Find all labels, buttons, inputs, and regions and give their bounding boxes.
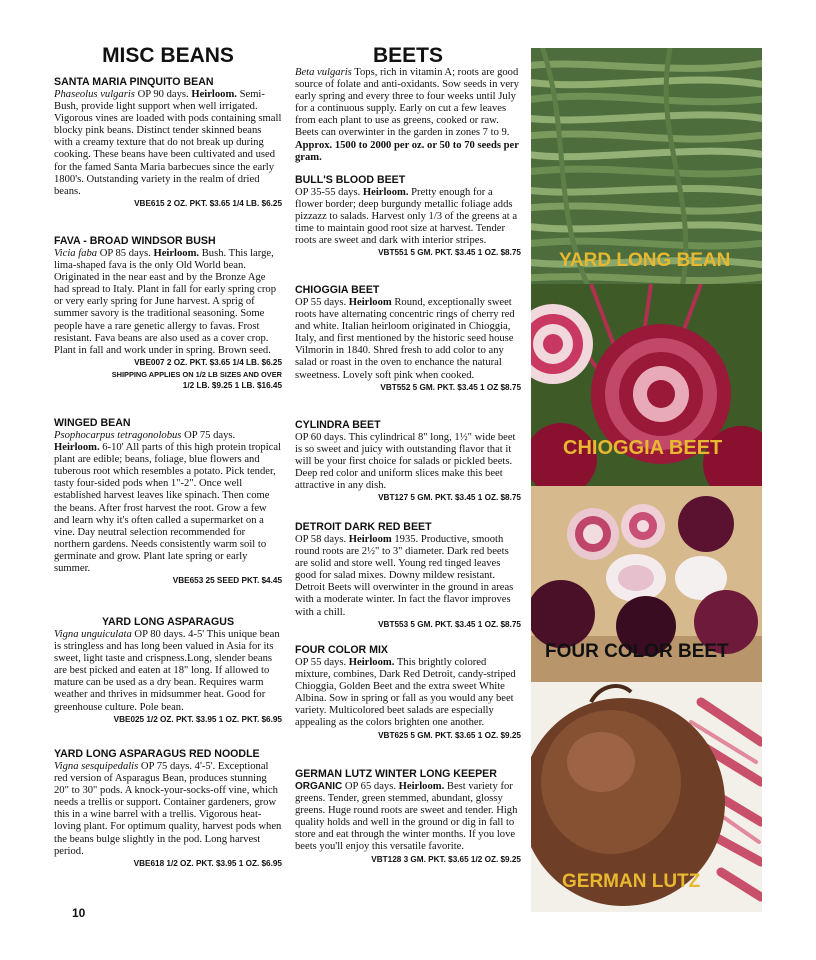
- product-name: YARD LONG ASPARAGUS: [101, 616, 235, 628]
- four-color-beet-photo: [531, 486, 762, 682]
- product-price: VBT625 5 GM. PKT. $3.65 1 OZ. $9.25: [378, 730, 521, 740]
- product-price: VBT552 5 GM. PKT. $3.45 1 OZ $8.75: [380, 382, 521, 392]
- product-name: SANTA MARIA PINQUITO BEAN: [54, 76, 214, 88]
- product-price: VBE618 1/2 OZ. PKT. $3.95 1 OZ. $6.95: [133, 858, 282, 868]
- product-price: VBE615 2 OZ. PKT. $3.65 1/4 LB. $6.25: [134, 198, 282, 208]
- product-detroit-dark-red: [295, 521, 521, 631]
- product-name: WINGED BEAN: [54, 417, 131, 429]
- product-four-color-mix: [295, 644, 521, 742]
- product-yard-long-asparagus: [54, 616, 282, 726]
- product-winged-bean: [54, 417, 282, 587]
- product-description: OP 35-55 days. Heirloom. Pretty enough for a flower border; deep burgundy metallic foliage adds pizzazz to salads. Harvest only 1/3 of the greens at a time to maintain good root size at harvest. Tender roots are sweet and dark with interior stripes.: [295, 187, 518, 247]
- product-price: VBT127 5 GM. PKT. $3.45 1 OZ. $8.75: [378, 493, 521, 503]
- product-price: VBE025 1/2 OZ. PKT. $3.95 1 OZ. PKT. $6.95: [113, 714, 282, 724]
- product-price-large: 1/2 LB. $9.25 1 LB. $16.45: [182, 380, 282, 390]
- product-description: Vigna unguiculata OP 80 days. 4-5' This unique bean is stringless and has long been valued in Asia for its sweet, light taste and crispness.Long, slender beans are best picked and eaten at 18" long. If allowed to mature can be used as a dry bean. Requires warm weather and thrives in midsummer heat. Good for greenhouse culture. Pole bean.: [54, 629, 280, 713]
- shipping-note: SHIPPING APPLIES ON 1/2 LB SIZES AND OVER: [111, 369, 282, 379]
- product-price: VBE653 25 SEED PKT. $4.45: [172, 576, 282, 586]
- product-name: BULL'S BLOOD BEET: [295, 174, 406, 186]
- product-chioggia-beet: [295, 284, 521, 394]
- product-price: VBT553 5 GM. PKT. $3.45 1 OZ. $8.75: [378, 619, 521, 629]
- product-description: OP 55 days. Heirloom. This brightly colored mixture, combines, Dark Red Detroit, candy-striped Chioggia, Golden Beet and the extra sweet White Albina. Sow in spring or fall as you would any beet variety. Multicolored beet salads are especially appealing as the colors brighten one another.: [295, 657, 516, 729]
- product-description: OP 58 days. Heirloom 1935. Productive, smooth round roots are 2½" to 3" diameter. Dark red beets are solid and store well. Young red tinged leaves good for salad mixes. Downy mildew resistant. Detroit Beets will overwinter in the ground in areas with a moderate winter. In fact the flavor improves with a chill.: [295, 534, 514, 618]
- beets-intro-text: Beta vulgaris Tops, rich in vitamin A; roots are good source of folate and anti-oxidants. Sow seeds in very early spring and every three to four weeks until July for a continuous supply. Early on cut a few leaves from each plant to use as greens, cooked or raw. Beets can overwinter in the garden in zones 7 to 9. Approx. 1500 to 2000 per oz. or 50 to 70 seeds per gram.: [295, 67, 519, 163]
- product-price: VBT551 5 GM. PKT. $3.45 1 OZ. $8.75: [378, 248, 521, 258]
- product-description: Vicia faba OP 85 days. Heirloom. Bush. This large, lima-shaped fava is the only Old World bean. Originated in the near east and by the Bronze Age had spread to Italy. Plant in fall for early spring crop or very early spring for June harvest. A sprig of summer savory is the traditional seasoning. Some people have a rare genetic allergy to favas. Frost resistant. Fava beans are also used as a cover crop. Plant in fall and work under in spring. Brown seed.: [54, 248, 277, 356]
- yard-long-bean-caption: YARD LONG BEAN: [559, 250, 731, 271]
- product-name: YARD LONG ASPARAGUS RED NOODLE: [54, 748, 260, 760]
- product-description: ORGANIC OP 65 days. Heirloom. Best variety for greens. Tender, green stemmed, abundant, glossy greens. Huge round roots are sweet and tender. High quality holds and well in the ground or dig in fall to store and eat through the winter months. If you love beets you'll enjoy this versatile favorite.: [295, 781, 518, 853]
- product-santa-maria-pinquito: [54, 76, 282, 210]
- product-name: DETROIT DARK RED BEET: [295, 521, 432, 533]
- beets-heading: BEETS: [372, 44, 443, 67]
- product-name: CHIOGGIA BEET: [295, 284, 380, 296]
- product-red-noodle: [54, 748, 282, 870]
- german-lutz-photo: [531, 682, 762, 912]
- german-lutz-caption: GERMAN LUTZ: [562, 871, 701, 892]
- beets-intro: [295, 67, 521, 164]
- product-price: VBT128 3 GM. PKT. $3.65 1/2 OZ. $9.25: [371, 854, 521, 864]
- product-price: VBE007 2 OZ. PKT. $3.65 1/4 LB. $6.25: [134, 357, 282, 367]
- green-beans-illustration: [531, 48, 762, 284]
- product-name: GERMAN LUTZ WINTER LONG KEEPER: [295, 768, 497, 780]
- product-description: Vigna sesquipedalis OP 75 days. 4'-5'. Exceptional red version of Asparagus Bean, produces stunning 20" to 30" pods. A knock-your-socks-off vine, which needs a trellis or support. Container gardeners, grow this in a wine barrel with a trellis. Vigorous heat-loving plant. For optimum quality, harvest pods when the beans bulge slightly in the pod. Long harvest period.: [54, 761, 282, 857]
- product-description: OP 60 days. This cylindrical 8" long, 1½" wide beet is so sweet and juicy with outstanding flavor that it will be your first choice for salads or pickled beets. Deep red color and uniform slices make this beet attractive in any dish.: [295, 432, 516, 492]
- product-cylindra-beet: [295, 419, 521, 504]
- yard-long-bean-photo: [531, 48, 762, 284]
- photo-column: [531, 48, 762, 912]
- product-description: Psophocarpus tetragonolobus OP 75 days. Heirloom. 6-10' All parts of this high protein tropical plant are edible; beans, foliage, blue flowers and tuberous root which resembles a potato. Pick tender, tasty four-sided pods when 1"-2". Once well established harvest leaves like spinach. Then come the beans. After frost harvest the root. Grow a few and learn why it's often called a supermarket on a vine. Day neutral selection recommended for northern gardens. Needs consistently warm soil to germinate and grow. Plant late spring or early summer.: [54, 430, 281, 575]
- product-description: Phaseolus vulgaris OP 90 days. Heirloom. Semi-Bush, provide light support when well irrigated. Vigorous vines are loaded with pods containing small blocky pink beans. Distinct tender skinned beans with a creamy texture that do not break up during cooking. These beans have been cultivated and used for the famed Santa Maria barbecues since the early 1800's. Outstanding variety in the realm of dried beans.: [54, 89, 282, 197]
- product-german-lutz: [295, 768, 521, 866]
- misc-beans-heading: MISC BEANS: [102, 44, 234, 67]
- four-color-beet-caption: FOUR COLOR BEET: [545, 641, 729, 662]
- product-name: FOUR COLOR MIX: [295, 644, 388, 656]
- product-name: CYLINDRA BEET: [295, 419, 381, 431]
- product-bulls-blood-beet: [295, 174, 521, 259]
- page-number: 10: [72, 906, 86, 920]
- chioggia-beet-caption: CHIOGGIA BEET: [563, 437, 723, 459]
- product-fava-broad-windsor: [54, 235, 282, 392]
- chioggia-beet-photo: [531, 284, 762, 486]
- product-description: OP 55 days. Heirloom Round, exceptionally sweet roots have alternating concentric rings of cherry red and white. Italian heirloom originated in Chioggia, Italy, and first mentioned by the historic seed house Vilmorin in 1840. Shred fresh to add color to any salad or roast in the oven to enchance the natural sweetness. Lovely soft pink when cooked.: [295, 297, 515, 381]
- product-name: FAVA - BROAD WINDSOR BUSH: [54, 235, 216, 247]
